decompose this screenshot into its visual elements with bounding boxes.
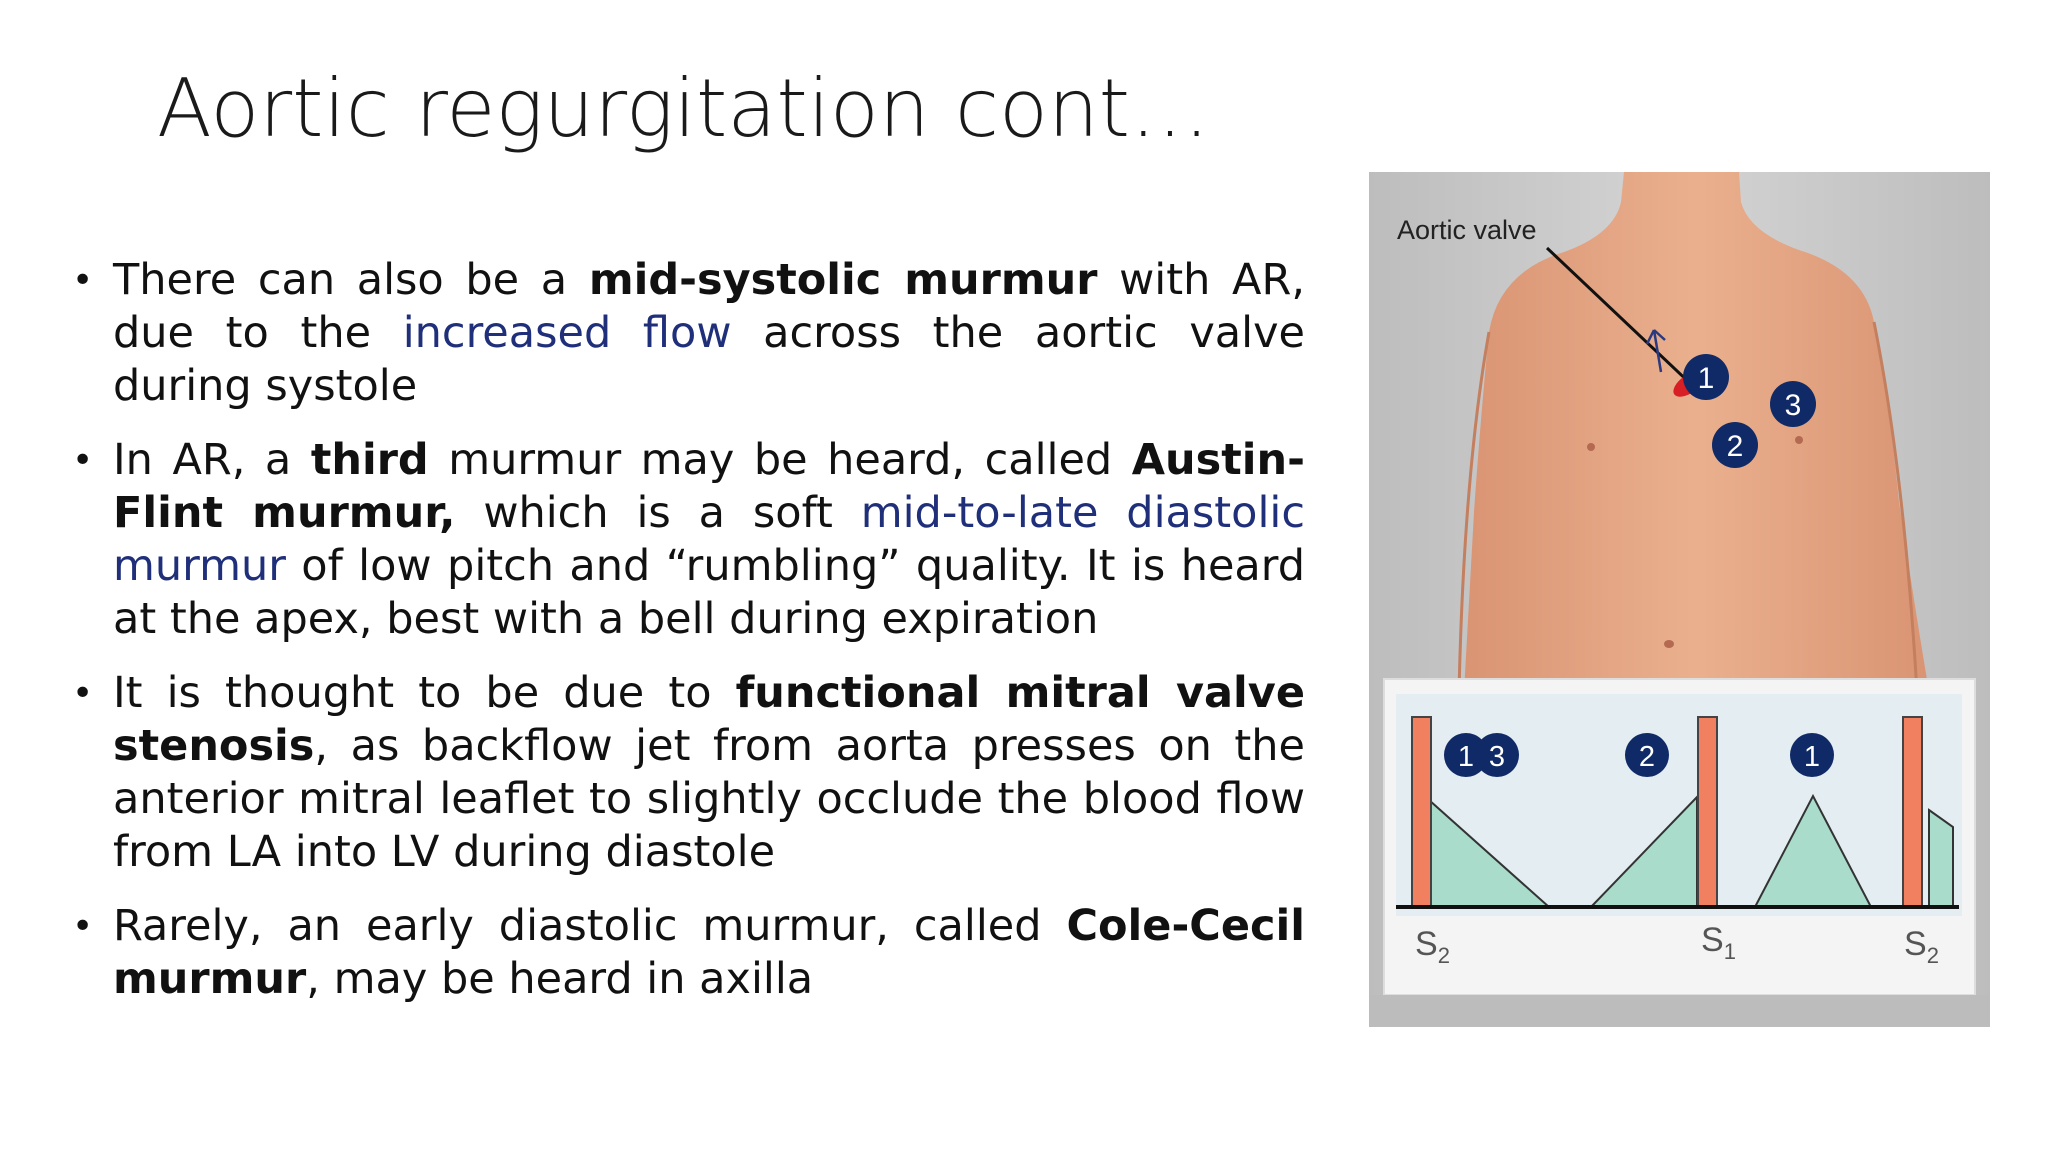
s1-bar xyxy=(1698,717,1717,907)
phono-marker-2-label: 2 xyxy=(1638,741,1656,773)
bullet-item xyxy=(72,254,1305,413)
phono-marker-3-label: 3 xyxy=(1488,741,1506,773)
s2-bar-left xyxy=(1412,717,1431,907)
bullet-list xyxy=(72,254,1305,1027)
bullet-text: murmur may be heard, called xyxy=(428,435,1132,485)
auscultation-figure xyxy=(1369,172,1990,1027)
s1-sub: 1 xyxy=(1723,939,1736,964)
bullet-text-accent: mid-to-late diastolic murmur xyxy=(113,488,1305,591)
bullet-text: of low pitch and “rumbling” quality. It is heard at the apex, best with a bell during expiration xyxy=(113,541,1305,644)
phono-marker-1-label: 1 xyxy=(1457,741,1475,773)
bullet-text: Rarely, an early diastolic murmur, called xyxy=(113,901,1067,951)
point-1-label: 1 xyxy=(1697,362,1715,395)
bullet-text: , as backflow jet from aorta presses on the anterior mitral leaflet to slightly occlude the blood flow from LA into LV during diastole xyxy=(113,721,1305,877)
s2-left-main: S xyxy=(1415,925,1438,963)
bullet-text: In AR, a xyxy=(113,435,311,485)
bullet-text-bold: Cole-Cecil murmur xyxy=(113,901,1305,1004)
bullet-item xyxy=(72,667,1305,879)
bullet-text-bold: functional mitral valve stenosis xyxy=(113,668,1305,771)
bullet-text: , may be heard in axilla xyxy=(306,954,814,1004)
slide-title: Aortic regurgitation cont… xyxy=(157,62,1211,155)
bullet-text-bold: third xyxy=(310,435,429,485)
chest-diagram xyxy=(1369,172,1990,1027)
s2-right-main: S xyxy=(1904,925,1927,963)
nipple-left xyxy=(1587,443,1595,451)
s2-bar-right xyxy=(1903,717,1922,907)
aortic-valve-label: Aortic valve xyxy=(1397,215,1537,245)
s2-right-sub: 2 xyxy=(1926,943,1939,968)
point-3-label: 3 xyxy=(1784,389,1802,422)
bullet-text-bold: mid-systolic murmur xyxy=(588,255,1098,305)
point-2-label: 2 xyxy=(1726,430,1744,463)
s2-left-sub: 2 xyxy=(1437,943,1450,968)
phono-marker-1b-label: 1 xyxy=(1803,741,1821,773)
bullet-text: with AR, due to the xyxy=(113,255,1305,358)
bullet-text: It is thought to be due to xyxy=(113,668,736,718)
navel xyxy=(1664,640,1674,648)
s1-main: S xyxy=(1701,921,1724,959)
bullet-item xyxy=(72,900,1305,1006)
bullet-text: across the aortic valve during systole xyxy=(113,308,1305,411)
nipple-right xyxy=(1795,436,1803,444)
bullet-text: There can also be a xyxy=(113,255,589,305)
bullet-text-accent: increased flow xyxy=(402,308,732,358)
bullet-item xyxy=(72,434,1305,646)
bullet-text-bold: Austin-Flint murmur, xyxy=(113,435,1305,538)
bullet-text: which is a soft xyxy=(455,488,861,538)
trailing-murmur xyxy=(1929,810,1953,907)
phonocardiogram xyxy=(1384,679,1975,995)
figure-bottom-strip xyxy=(1369,995,1990,1027)
